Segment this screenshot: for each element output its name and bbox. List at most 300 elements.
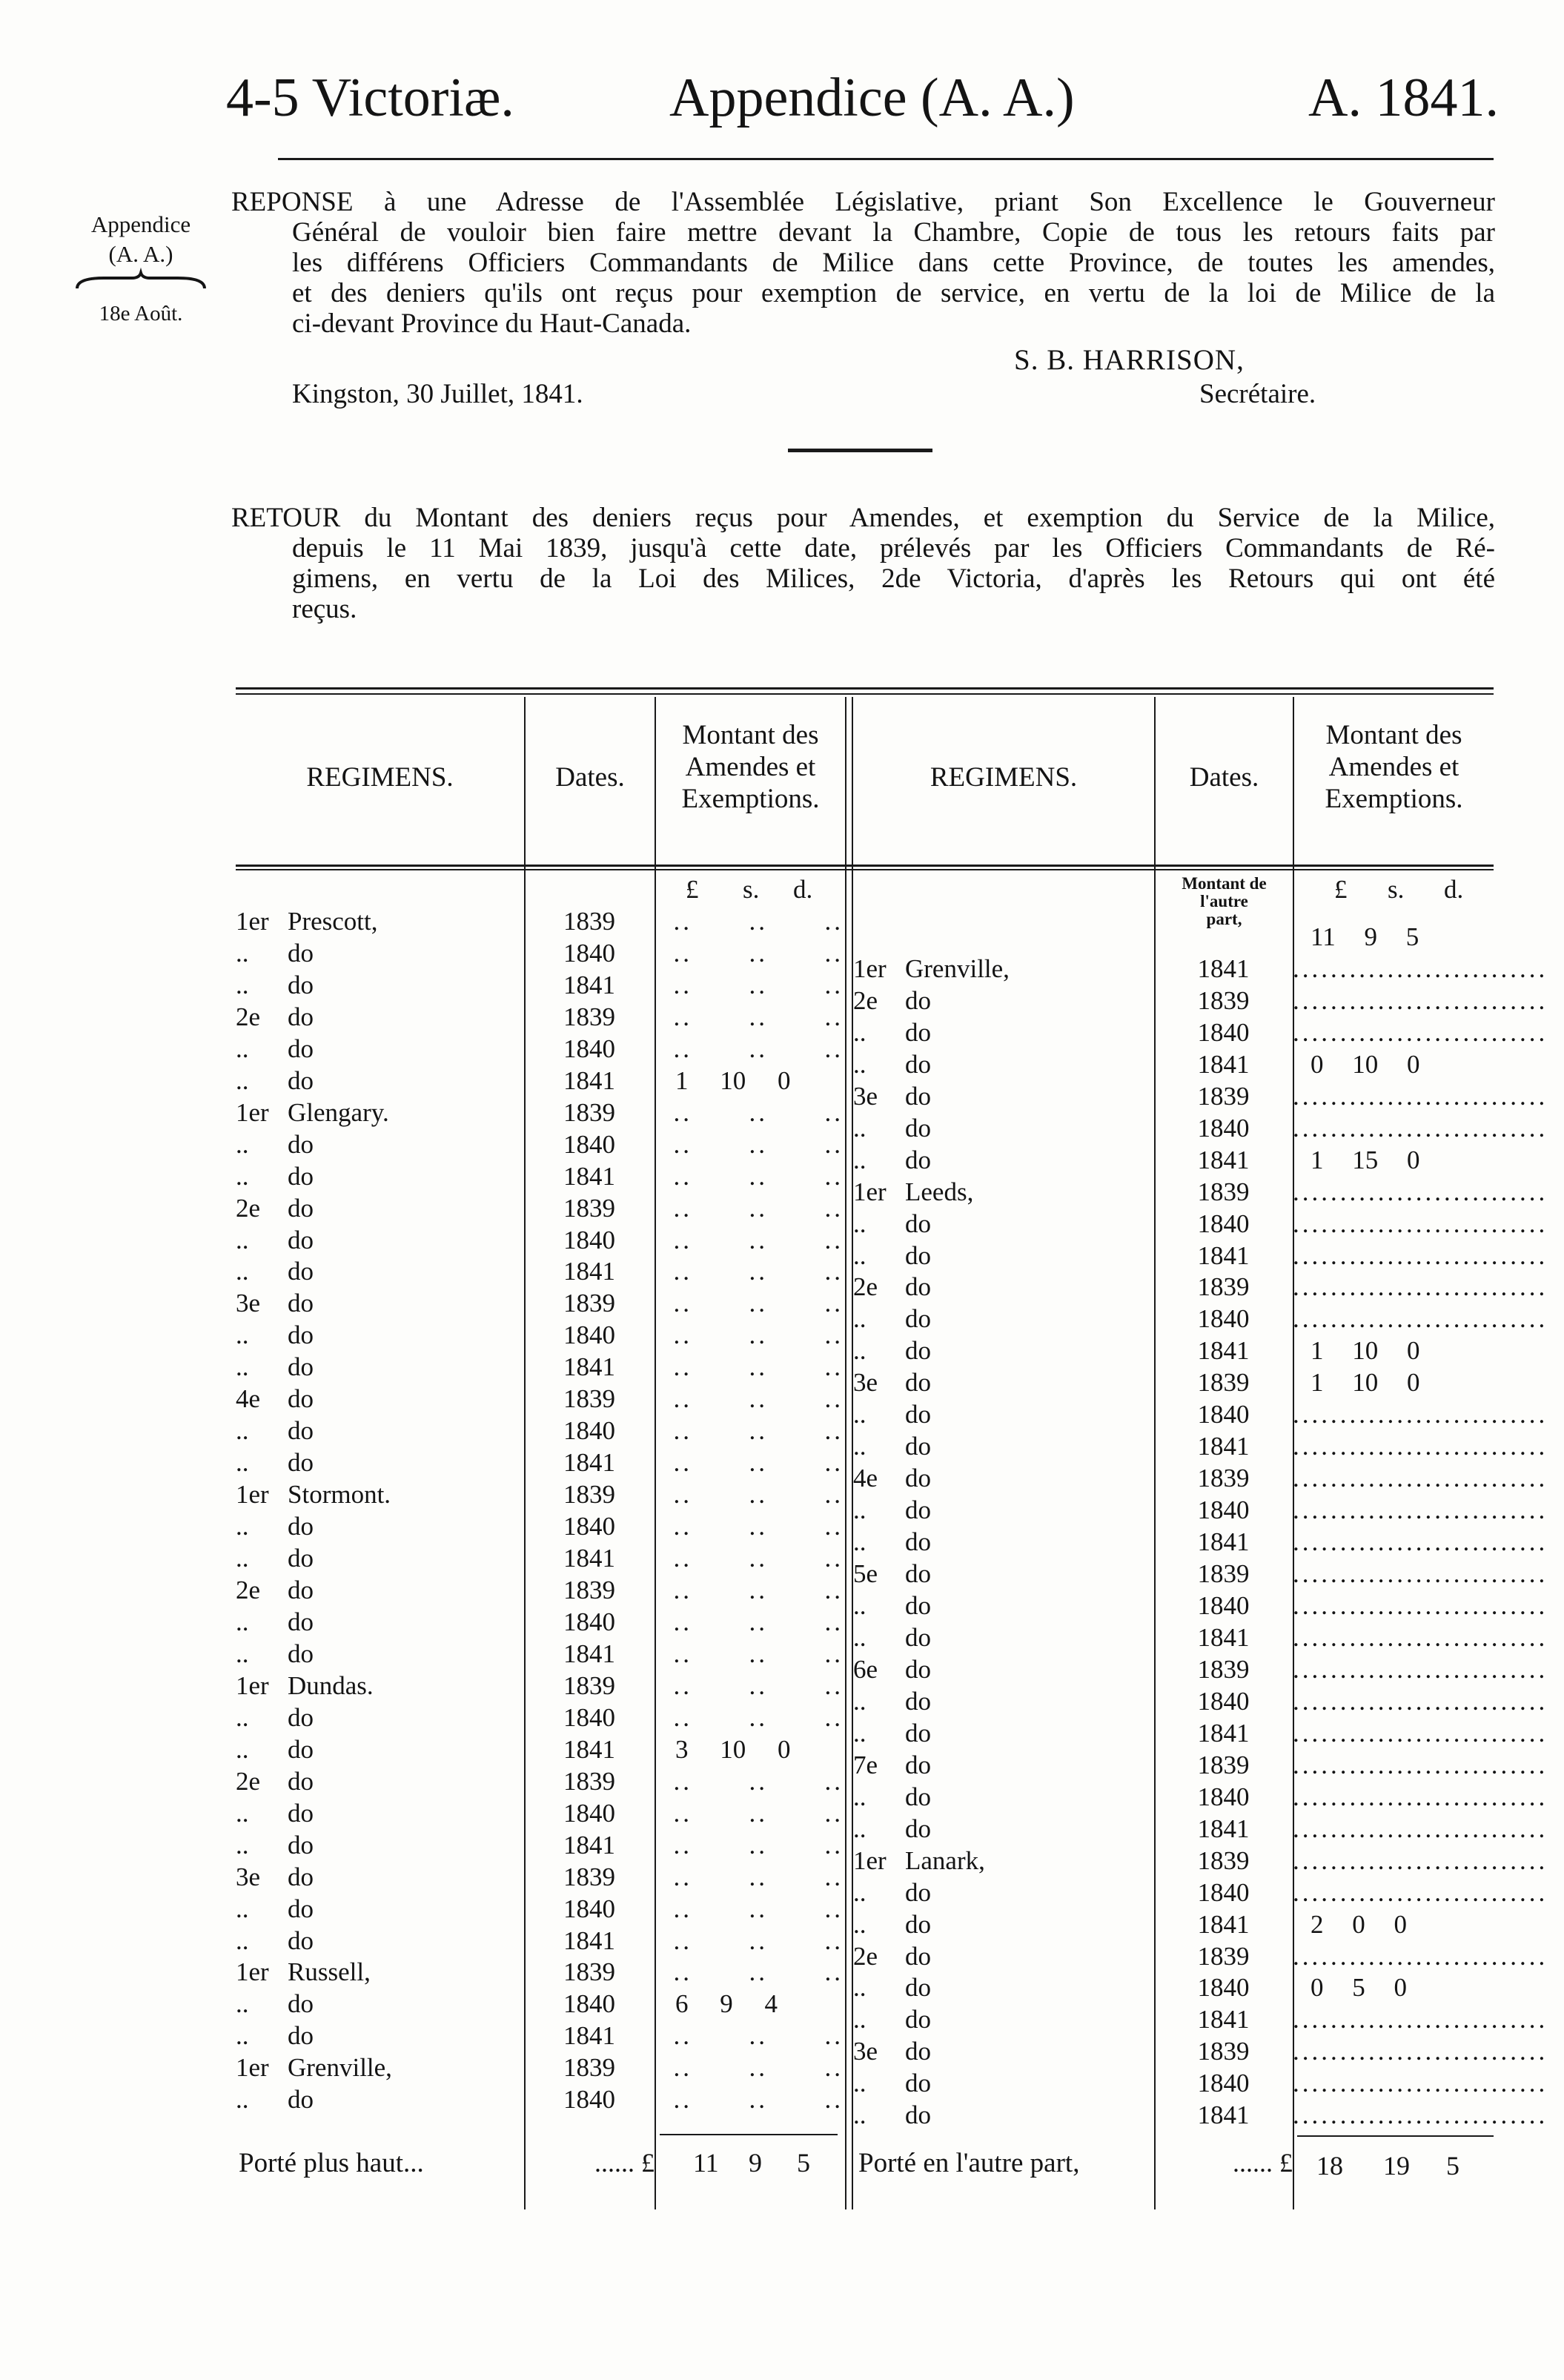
header-line: Exemptions. <box>681 784 820 814</box>
ledger-right <box>853 922 1548 2132</box>
row-amount-leader: .. .. .. <box>655 1512 844 1541</box>
signature: S. B. HARRISON, <box>1014 344 1245 376</box>
row-amount-leader: .. .. .. <box>655 1957 844 1987</box>
regiment-name: do <box>905 1782 931 1811</box>
row-amount-leader: ........................... <box>1293 1304 1548 1334</box>
row-date: 1841 <box>1197 1814 1250 1843</box>
running-head-appendix: Appendice (A. A.) <box>669 67 1075 128</box>
note-line: Montant de <box>1182 874 1267 893</box>
regiment-number: .. <box>853 1304 867 1334</box>
table-row <box>853 2068 1494 2100</box>
regiment-number: .. <box>236 1830 249 1860</box>
table-row <box>853 1718 1494 1750</box>
row-amount-leader: .. .. .. <box>655 1225 844 1255</box>
row-date: 1841 <box>563 970 615 999</box>
row-amount-leader: .. .. .. <box>655 2085 844 2115</box>
row-date: 1840 <box>1197 1591 1250 1621</box>
regiment-name: do <box>288 1702 314 1732</box>
row-date: 1841 <box>563 1257 615 1286</box>
table-row <box>853 1622 1494 1654</box>
table-row <box>853 953 1494 985</box>
row-amount: 2 0 0 <box>1310 1909 1407 1939</box>
row-amount-leader: ........................... <box>1293 1113 1548 1143</box>
regiment-number: 2e <box>853 985 878 1015</box>
regiment-number: .. <box>236 1065 249 1095</box>
row-date: 1841 <box>563 1544 615 1573</box>
row-amount-leader: .. .. .. <box>655 1766 844 1796</box>
regiment-name: do <box>288 1830 314 1860</box>
pence-unit-left: d. <box>793 875 813 904</box>
regiment-number: .. <box>853 1240 867 1270</box>
table-row <box>853 1527 1494 1558</box>
footer-right-label: Porté en l'autre part, <box>858 2148 1080 2178</box>
row-amount-leader: .. .. .. <box>655 1448 844 1478</box>
table-row <box>236 1097 845 1129</box>
regiment-number: 3e <box>236 1289 261 1318</box>
regiment-name: do <box>288 1544 314 1573</box>
row-date: 1840 <box>1197 1686 1250 1716</box>
regiment-number: .. <box>853 1400 867 1429</box>
regiment-number: .. <box>236 1034 249 1063</box>
row-date: 1840 <box>563 1320 615 1350</box>
row-date: 1841 <box>1197 1909 1250 1939</box>
regiment-number: .. <box>853 1209 867 1238</box>
row-amount-leader: .. .. .. <box>655 907 844 936</box>
row-amount-leader: .. .. .. <box>655 1384 844 1414</box>
regiment-number: .. <box>236 1161 249 1191</box>
table-row <box>236 1161 845 1193</box>
regiment-number: .. <box>236 1225 249 1255</box>
regiment-name: do <box>905 2037 931 2066</box>
regiment-name: do <box>288 938 314 968</box>
regiment-name: do <box>905 1368 931 1398</box>
row-amount-leader: .. .. .. <box>655 1894 844 1923</box>
regiment-number: .. <box>236 938 249 968</box>
regiment-name: do <box>288 1065 314 1095</box>
table-row <box>853 1240 1494 1272</box>
table-row <box>236 1957 845 1989</box>
row-date: 1840 <box>1197 1400 1250 1429</box>
footer-right-leader: ...... £ <box>1233 2148 1293 2178</box>
total-pounds: 18 <box>1316 2151 1343 2181</box>
regiment-number: .. <box>236 1320 249 1350</box>
regiment-number: 2e <box>236 1193 261 1223</box>
row-amount-leader: ........................... <box>1293 1209 1548 1238</box>
regiment-number: 1er <box>236 907 269 936</box>
table-row <box>236 1575 845 1607</box>
regiment-name: do <box>905 1750 931 1779</box>
regiment-name: do <box>288 1225 314 1255</box>
regiment-name: do <box>905 1432 931 1461</box>
regiment-name: Lanark, <box>905 1845 985 1875</box>
regiment-name: Stormont. <box>288 1480 391 1510</box>
regiment-number <box>853 922 905 953</box>
row-date: 1841 <box>1197 1622 1250 1652</box>
regiment-name: do <box>905 2069 931 2098</box>
regiment-number: .. <box>236 1926 249 1955</box>
row-date: 1841 <box>563 2021 615 2051</box>
table-row <box>236 1862 845 1894</box>
row-amount-leader: ........................... <box>1293 2100 1548 2130</box>
row-date: 1840 <box>563 1989 615 2019</box>
table-row <box>853 1335 1494 1367</box>
row-date: 1840 <box>563 1607 615 1636</box>
regiment-name: do <box>905 1336 931 1366</box>
row-date: 1841 <box>1197 1049 1250 1079</box>
table-row <box>236 970 845 1002</box>
row-amount: 1 10 0 <box>675 1065 791 1095</box>
regiment-number: .. <box>853 2005 867 2034</box>
row-date: 1841 <box>563 1734 615 1764</box>
running-head-year: A. 1841. <box>1308 67 1499 128</box>
regiment-number: .. <box>853 2069 867 2098</box>
row-date: 1840 <box>563 1894 615 1923</box>
regiment-number: 1er <box>236 1670 269 1700</box>
table-row <box>853 1590 1494 1622</box>
place-date: Kingston, 30 Juillet, 1841. <box>292 379 583 409</box>
row-amount-leader: ........................... <box>1293 1845 1548 1875</box>
regiment-number: .. <box>236 1894 249 1923</box>
regiment-name: do <box>288 1352 314 1382</box>
regiment-name: Glengary. <box>288 1097 389 1127</box>
row-date: 1839 <box>1197 1559 1250 1589</box>
table-row <box>853 1463 1494 1495</box>
regiment-name: do <box>905 1240 931 1270</box>
regiment-name <box>905 922 1154 953</box>
row-date: 1840 <box>563 1129 615 1159</box>
table-row <box>236 1989 845 2020</box>
table-row <box>853 1367 1494 1399</box>
regiment-number: .. <box>236 1544 249 1573</box>
table-row <box>853 1972 1494 2004</box>
row-amount-leader: .. .. .. <box>655 938 844 968</box>
row-amount-leader: .. .. .. <box>655 1480 844 1510</box>
regiment-number: .. <box>853 1527 867 1557</box>
table-row <box>236 1766 845 1798</box>
table-row <box>853 1113 1494 1145</box>
row-date: 1841 <box>563 1830 615 1860</box>
regiment-name: do <box>288 1798 314 1828</box>
table-row <box>236 1415 845 1447</box>
ledger-left <box>236 906 845 2116</box>
row-amount-leader: ........................... <box>1293 1591 1548 1621</box>
regiment-name: do <box>905 1814 931 1843</box>
row-amount-leader: .. .. .. <box>655 1670 844 1700</box>
regiment-number: .. <box>853 1017 867 1047</box>
reponse-line: et des deniers qu'ils ont reçus pour exemption de service, en vertu de la loi de Milice de la <box>292 278 1495 308</box>
row-date: 1839 <box>1197 1464 1250 1493</box>
regiment-name: do <box>288 1384 314 1414</box>
reponse-paragraph <box>231 187 1495 339</box>
regiment-name: Prescott, <box>288 907 378 936</box>
footer-left-leader: ...... £ <box>594 2148 655 2178</box>
row-date: 1841 <box>1197 953 1250 983</box>
regiment-name: do <box>905 1113 931 1143</box>
regiment-name: do <box>905 1622 931 1652</box>
table-row <box>853 1177 1494 1209</box>
row-amount-leader: ........................... <box>1293 1718 1548 1748</box>
header-dates-right: Dates. <box>1189 762 1259 793</box>
row-amount-leader: .. .. .. <box>655 1257 844 1286</box>
header-line: Exemptions. <box>1325 784 1463 814</box>
regiment-name: do <box>288 1894 314 1923</box>
table-row <box>236 2020 845 2052</box>
regiment-number: .. <box>853 1909 867 1939</box>
row-amount: 1 10 0 <box>1310 1368 1420 1398</box>
row-amount-leader: ........................... <box>1293 1432 1548 1461</box>
table-row <box>236 1288 845 1320</box>
regiment-name: do <box>288 2085 314 2115</box>
row-amount-leader: ........................... <box>1293 1686 1548 1716</box>
regiment-number: 1er <box>853 953 887 983</box>
row-amount-leader: .. .. .. <box>655 1798 844 1828</box>
regiment-number: 3e <box>853 1081 878 1111</box>
row-amount-leader: ........................... <box>1293 1941 1548 1971</box>
retour-line: reçus. <box>292 594 357 624</box>
row-date: 1839 <box>563 1576 615 1605</box>
regiment-number: .. <box>236 2085 249 2115</box>
table-row <box>853 1750 1494 1782</box>
regiment-name: do <box>905 1654 931 1684</box>
row-date: 1841 <box>1197 1527 1250 1557</box>
regiment-name: do <box>905 1272 931 1302</box>
row-date: 1841 <box>563 1639 615 1668</box>
table-row <box>853 1209 1494 1240</box>
row-amount-leader: ........................... <box>1293 1400 1548 1429</box>
regiment-name: do <box>905 985 931 1015</box>
row-amount: 11 9 5 <box>1310 922 1419 951</box>
regiment-number: .. <box>853 1718 867 1748</box>
regiment-name: do <box>288 970 314 999</box>
table-row <box>853 1686 1494 1718</box>
regiment-name: do <box>905 1718 931 1748</box>
regiment-number: .. <box>236 1512 249 1541</box>
table-row <box>853 1017 1494 1049</box>
regiment-name: do <box>288 2021 314 2051</box>
row-date: 1841 <box>1197 2005 1250 2034</box>
row-amount-leader: .. .. .. <box>655 1320 844 1350</box>
regiment-name: do <box>905 2005 931 2034</box>
table-row <box>853 2004 1494 2036</box>
row-date: 1841 <box>1197 2100 1250 2130</box>
row-date: 1839 <box>563 1193 615 1223</box>
row-date: 1840 <box>1197 1113 1250 1143</box>
regiment-name: do <box>905 1145 931 1174</box>
total-shillings: 9 <box>749 2148 762 2178</box>
regiment-number: 3e <box>236 1862 261 1891</box>
regiment-name: do <box>905 1495 931 1525</box>
table-row <box>236 1447 845 1479</box>
row-date: 1839 <box>1197 1654 1250 1684</box>
regiment-name: do <box>905 1081 931 1111</box>
table-row <box>853 1814 1494 1845</box>
row-amount-leader: ........................... <box>1293 2005 1548 2034</box>
retour-paragraph <box>231 503 1495 624</box>
table-row <box>236 1225 845 1257</box>
row-amount-leader: ........................... <box>1293 1877 1548 1907</box>
table-row <box>853 985 1494 1017</box>
table-row <box>236 1607 845 1639</box>
regiment-number: 6e <box>853 1654 878 1684</box>
row-amount-leader: ........................... <box>1293 2069 1548 2098</box>
regiment-name: do <box>905 1877 931 1907</box>
row-date: 1841 <box>563 1448 615 1478</box>
regiment-number: .. <box>853 1432 867 1461</box>
leader-dots: ... <box>402 2148 424 2178</box>
regiment-name: do <box>288 1862 314 1891</box>
table-row <box>236 2052 845 2084</box>
table-row <box>236 1702 845 1734</box>
retour-line: gimens, en vertu de la Loi des Milices, 2de Victoria, d'après les Retours qui ont été <box>292 563 1495 594</box>
row-date: 1841 <box>1197 1336 1250 1366</box>
table-row <box>853 1941 1494 1973</box>
regiment-name: do <box>905 1049 931 1079</box>
regiment-number: .. <box>853 1336 867 1366</box>
table-row <box>853 2036 1494 2068</box>
row-date: 1840 <box>1197 1877 1250 1907</box>
table-row <box>853 1495 1494 1527</box>
row-date: 1840 <box>563 1702 615 1732</box>
reponse-line: Général de vouloir bien faire mettre devant la Chambre, Copie de tous les retours faits par <box>292 217 1495 248</box>
row-date: 1840 <box>563 1416 615 1446</box>
regiment-name: do <box>905 1686 931 1716</box>
table-row <box>236 1734 845 1766</box>
row-amount: 3 10 0 <box>675 1734 791 1764</box>
regiment-name: do <box>288 1639 314 1668</box>
margin-note-line2: (A. A.) <box>108 241 173 267</box>
regiment-name: do <box>905 1304 931 1334</box>
regiment-name: do <box>905 1400 931 1429</box>
table-row <box>236 1193 845 1225</box>
table-row <box>236 1479 845 1511</box>
header-rule <box>278 158 1494 160</box>
regiment-name: do <box>288 1734 314 1764</box>
regiment-number: 1er <box>236 1957 269 1987</box>
regiment-number: 1er <box>236 1480 269 1510</box>
row-amount-leader: ........................... <box>1293 1814 1548 1843</box>
row-amount-leader: .. .. .. <box>655 1097 844 1127</box>
header-dates-left: Dates. <box>555 762 625 793</box>
row-date: 1840 <box>563 1034 615 1063</box>
table-row <box>236 1002 845 1034</box>
regiment-name: do <box>905 1973 931 2003</box>
table-row <box>853 1303 1494 1335</box>
note-line: part, <box>1206 910 1242 928</box>
row-amount-leader: .. .. .. <box>655 1862 844 1891</box>
row-date: 1839 <box>1197 2037 1250 2066</box>
table-row <box>853 922 1494 953</box>
row-date: 1841 <box>563 1161 615 1191</box>
regiment-number: .. <box>853 1145 867 1174</box>
footer-left-label <box>239 2147 424 2179</box>
table-row <box>236 1639 845 1670</box>
table-row <box>236 1352 845 1384</box>
table-row <box>236 1926 845 1957</box>
row-date: 1839 <box>563 1002 615 1031</box>
row-date: 1840 <box>563 938 615 968</box>
regiment-name: do <box>288 1448 314 1478</box>
table-row <box>853 1654 1494 1686</box>
row-date: 1839 <box>1197 1081 1250 1111</box>
table-row <box>236 1256 845 1288</box>
table-row <box>853 1431 1494 1463</box>
row-date: 1841 <box>1197 1145 1250 1174</box>
table-row <box>236 1511 845 1543</box>
row-date: 1839 <box>563 1097 615 1127</box>
row-date: 1841 <box>563 1352 615 1382</box>
regiment-name: do <box>288 1002 314 1031</box>
row-date: 1839 <box>1197 1177 1250 1206</box>
row-date: 1839 <box>563 1862 615 1891</box>
regiment-number: .. <box>236 1798 249 1828</box>
brace-icon <box>74 272 208 291</box>
regiment-name: do <box>905 1909 931 1939</box>
row-amount-leader: .. .. .. <box>655 1034 844 1063</box>
regiment-number: .. <box>853 1973 867 2003</box>
retour-line: depuis le 11 Mai 1839, jusqu'à cette date, prélevés par les Officiers Commandants de Ré- <box>292 533 1495 563</box>
row-date: 1840 <box>563 1798 615 1828</box>
regiment-number: .. <box>236 1702 249 1732</box>
row-date: 1839 <box>563 2053 615 2083</box>
header-montant-left <box>656 719 845 815</box>
regiment-number: .. <box>236 1448 249 1478</box>
row-date: 1839 <box>563 1766 615 1796</box>
regiment-number: .. <box>236 1607 249 1636</box>
row-amount-leader: .. .. .. <box>655 1607 844 1636</box>
reponse-line: ci-devant Province du Haut-Canada. <box>292 308 692 339</box>
row-amount-leader: .. .. .. <box>655 1416 844 1446</box>
shilling-unit-left: s. <box>743 875 760 904</box>
retour-line: RETOUR du Montant des deniers reçus pour Amendes, et exemption du Service de la Milice, <box>231 503 1495 533</box>
table-row <box>236 1670 845 1702</box>
carried-forward-note <box>1157 875 1291 928</box>
regiment-number: 2e <box>853 1272 878 1302</box>
row-amount-leader: .. .. .. <box>655 1002 844 1031</box>
regiment-name: do <box>288 1161 314 1191</box>
row-date: 1841 <box>563 1065 615 1095</box>
row-amount: 6 9 4 <box>675 1989 778 2019</box>
row-amount-leader: .. .. .. <box>655 1129 844 1159</box>
regiment-number: 3e <box>853 2037 878 2066</box>
row-date: 1839 <box>563 1289 615 1318</box>
pound-unit-right: £ <box>1334 875 1348 904</box>
row-amount-leader: .. .. .. <box>655 1830 844 1860</box>
row-amount-leader: ........................... <box>1293 1654 1548 1684</box>
regiment-name: do <box>905 2100 931 2130</box>
row-amount-leader: ........................... <box>1293 1240 1548 1270</box>
regiment-name: do <box>288 1512 314 1541</box>
row-date: 1839 <box>563 1384 615 1414</box>
regiment-number: 7e <box>853 1750 878 1779</box>
row-amount-leader: .. .. .. <box>655 1544 844 1573</box>
regiment-number: 3e <box>853 1368 878 1398</box>
regiment-number: .. <box>236 1639 249 1668</box>
row-date: 1839 <box>563 1957 615 1987</box>
regiment-number: 2e <box>853 1941 878 1971</box>
row-date: 1840 <box>1197 1495 1250 1525</box>
table-row <box>853 1782 1494 1814</box>
table-row <box>853 1399 1494 1431</box>
pound-unit-left: £ <box>686 875 699 904</box>
row-amount-leader: .. .. .. <box>655 1289 844 1318</box>
regiment-name: do <box>288 1289 314 1318</box>
row-date: 1839 <box>563 1480 615 1510</box>
regiment-number: 4e <box>236 1384 261 1414</box>
row-amount-leader: ........................... <box>1293 1622 1548 1652</box>
table-row <box>236 1543 845 1575</box>
regiment-number: 2e <box>236 1576 261 1605</box>
regiment-number: .. <box>236 1257 249 1286</box>
